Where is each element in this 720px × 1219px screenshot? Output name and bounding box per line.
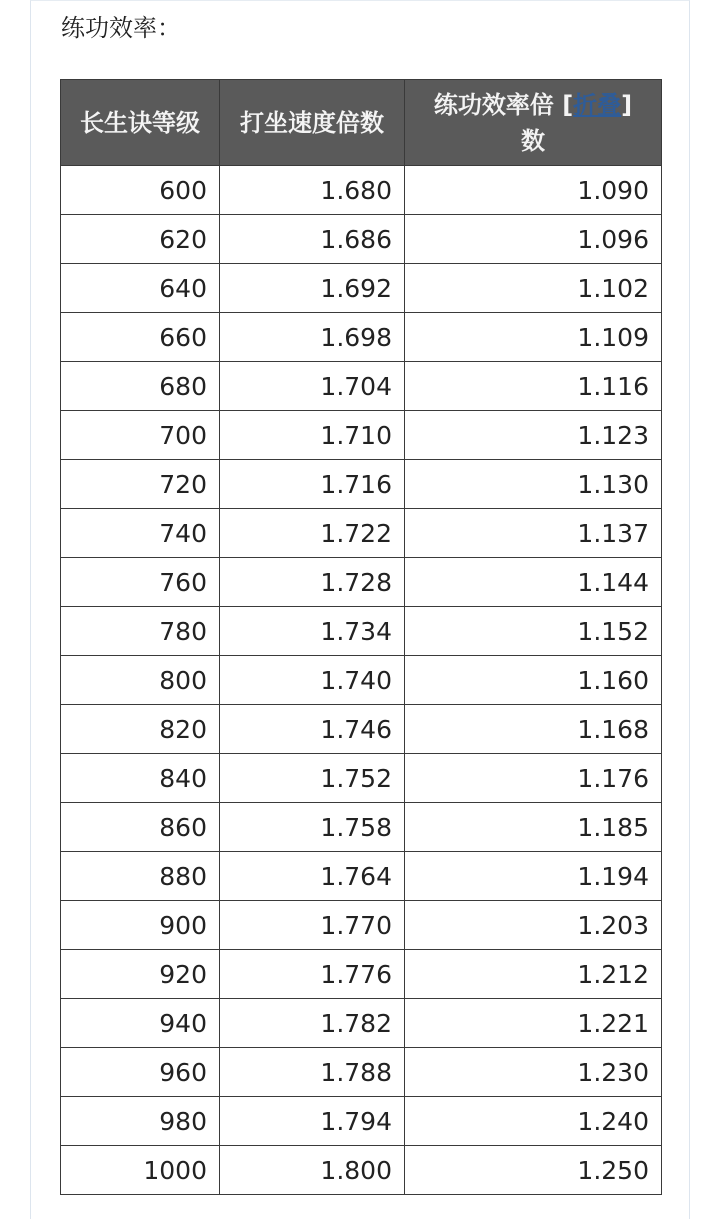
cell-level: 820	[61, 705, 220, 754]
table-body	[61, 166, 662, 1195]
cell-efficiency: 1.250	[405, 1146, 662, 1195]
cell-efficiency: 1.090	[405, 166, 662, 215]
cell-efficiency: 1.176	[405, 754, 662, 803]
cell-meditation-speed: 1.782	[220, 999, 405, 1048]
cell-level: 800	[61, 656, 220, 705]
cell-meditation-speed: 1.794	[220, 1097, 405, 1146]
table-row	[61, 607, 662, 656]
cell-efficiency: 1.240	[405, 1097, 662, 1146]
table-row	[61, 803, 662, 852]
table-header-row	[61, 80, 662, 166]
cell-level: 640	[61, 264, 220, 313]
cell-level: 780	[61, 607, 220, 656]
header-meditation-speed: 打坐速度倍数	[220, 80, 405, 166]
cell-meditation-speed: 1.734	[220, 607, 405, 656]
table-row	[61, 313, 662, 362]
header-efficiency-suffix: 数	[521, 126, 545, 155]
toggle-bracket-open: [	[562, 90, 574, 119]
cell-level: 880	[61, 852, 220, 901]
table-row	[61, 411, 662, 460]
table-row	[61, 1048, 662, 1097]
cell-efficiency: 1.137	[405, 509, 662, 558]
table-row	[61, 558, 662, 607]
cell-efficiency: 1.102	[405, 264, 662, 313]
cell-meditation-speed: 1.776	[220, 950, 405, 999]
cell-level: 900	[61, 901, 220, 950]
cell-efficiency: 1.230	[405, 1048, 662, 1097]
cell-efficiency: 1.123	[405, 411, 662, 460]
cell-level: 940	[61, 999, 220, 1048]
header-efficiency-prefix: 练功效率倍	[433, 90, 554, 119]
cell-efficiency: 1.109	[405, 313, 662, 362]
table-row	[61, 852, 662, 901]
table-row	[61, 1097, 662, 1146]
cell-efficiency: 1.130	[405, 460, 662, 509]
table-row	[61, 509, 662, 558]
cell-level: 960	[61, 1048, 220, 1097]
table-row	[61, 166, 662, 215]
cell-meditation-speed: 1.716	[220, 460, 405, 509]
collapse-toggle-link[interactable]: 折叠	[573, 90, 622, 119]
cell-meditation-speed: 1.698	[220, 313, 405, 362]
cell-level: 660	[61, 313, 220, 362]
table-row	[61, 656, 662, 705]
cell-efficiency: 1.194	[405, 852, 662, 901]
table-row	[61, 901, 662, 950]
section-heading: 练功效率：	[61, 14, 181, 42]
header-efficiency	[405, 80, 662, 166]
table-row	[61, 362, 662, 411]
table-row	[61, 950, 662, 999]
cell-meditation-speed: 1.680	[220, 166, 405, 215]
cell-efficiency: 1.152	[405, 607, 662, 656]
efficiency-table	[60, 79, 662, 1195]
table-row	[61, 999, 662, 1048]
cell-meditation-speed: 1.722	[220, 509, 405, 558]
cell-efficiency: 1.096	[405, 215, 662, 264]
cell-efficiency: 1.185	[405, 803, 662, 852]
cell-meditation-speed: 1.692	[220, 264, 405, 313]
table-row	[61, 1146, 662, 1195]
cell-level: 920	[61, 950, 220, 999]
cell-level: 620	[61, 215, 220, 264]
cell-level: 860	[61, 803, 220, 852]
cell-level: 760	[61, 558, 220, 607]
table-row	[61, 754, 662, 803]
cell-efficiency: 1.144	[405, 558, 662, 607]
table-row	[61, 264, 662, 313]
cell-meditation-speed: 1.710	[220, 411, 405, 460]
cell-efficiency: 1.203	[405, 901, 662, 950]
cell-meditation-speed: 1.728	[220, 558, 405, 607]
cell-level: 700	[61, 411, 220, 460]
cell-level: 600	[61, 166, 220, 215]
cell-meditation-speed: 1.788	[220, 1048, 405, 1097]
table-row	[61, 215, 662, 264]
cell-efficiency: 1.168	[405, 705, 662, 754]
cell-efficiency: 1.221	[405, 999, 662, 1048]
cell-level: 740	[61, 509, 220, 558]
cell-meditation-speed: 1.740	[220, 656, 405, 705]
cell-level: 680	[61, 362, 220, 411]
cell-meditation-speed: 1.704	[220, 362, 405, 411]
cell-meditation-speed: 1.770	[220, 901, 405, 950]
cell-meditation-speed: 1.686	[220, 215, 405, 264]
toggle-bracket-close: ]	[621, 90, 633, 119]
table-row	[61, 705, 662, 754]
cell-level: 980	[61, 1097, 220, 1146]
cell-meditation-speed: 1.752	[220, 754, 405, 803]
cell-meditation-speed: 1.746	[220, 705, 405, 754]
cell-meditation-speed: 1.764	[220, 852, 405, 901]
cell-level: 1000	[61, 1146, 220, 1195]
header-level: 长生诀等级	[61, 80, 220, 166]
cell-meditation-speed: 1.758	[220, 803, 405, 852]
table-row	[61, 460, 662, 509]
cell-level: 720	[61, 460, 220, 509]
cell-efficiency: 1.116	[405, 362, 662, 411]
cell-efficiency: 1.160	[405, 656, 662, 705]
cell-efficiency: 1.212	[405, 950, 662, 999]
cell-level: 840	[61, 754, 220, 803]
cell-meditation-speed: 1.800	[220, 1146, 405, 1195]
